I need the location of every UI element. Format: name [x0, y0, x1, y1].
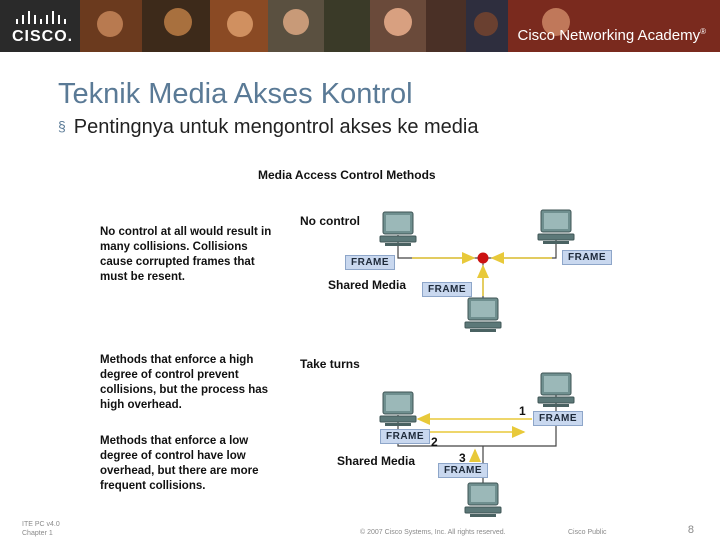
- cisco-wordmark: CISCO.: [12, 28, 74, 45]
- no-control-description: No control at all would result in many collisions. Collisions cause corrupted frames that must be resent.: [100, 226, 272, 283]
- step-number: 2: [431, 435, 438, 449]
- frame-tag: FRAME: [562, 250, 612, 265]
- shared-media-label: Shared Media: [337, 454, 416, 468]
- academy-registered-mark: ®: [700, 27, 706, 36]
- diagram-title: Media Access Control Methods: [258, 168, 436, 182]
- frame-tag: FRAME: [345, 255, 395, 270]
- page-number: 8: [687, 524, 694, 536]
- frame-tag: FRAME: [438, 463, 488, 478]
- frame-tag: FRAME: [533, 411, 583, 426]
- computer-icon: [380, 212, 416, 246]
- computer-icon: [465, 298, 501, 332]
- no-control-label: No control: [300, 214, 360, 228]
- footer-classification: Cisco Public: [568, 529, 607, 536]
- bullet-text: Pentingnya untuk mengontrol akses ke media: [73, 116, 479, 138]
- take-turns-label: Take turns: [300, 357, 360, 371]
- shared-media-label: Shared Media: [328, 278, 407, 292]
- footer-course: ITE PC v4.0: [22, 521, 60, 528]
- no-control-network: [380, 210, 574, 332]
- frame-tag: FRAME: [380, 429, 430, 444]
- slide-title: Teknik Media Akses Kontrol: [58, 78, 413, 110]
- academy-title-text: Cisco Networking Academy: [517, 27, 701, 44]
- step-number: 1: [519, 404, 526, 418]
- high-control-description: Methods that enforce a high degree of control prevent collisions, but the process has high overhead.: [100, 354, 269, 411]
- take-turns-network: [380, 373, 574, 517]
- computer-icon: [465, 483, 501, 517]
- footer-copyright: © 2007 Cisco Systems, Inc. All rights reserved.: [360, 529, 506, 536]
- computer-icon: [380, 392, 416, 426]
- low-control-description: Methods that enforce a low degree of control have low overhead, but there are more frequent collisions.: [100, 435, 259, 492]
- collision-icon: [478, 253, 489, 264]
- bullet-marker: §: [58, 118, 66, 134]
- frame-tag: FRAME: [422, 282, 472, 297]
- computer-icon: [538, 210, 574, 244]
- footer-chapter: Chapter 1: [22, 530, 53, 537]
- computer-icon: [538, 373, 574, 407]
- step-number: 3: [459, 451, 466, 465]
